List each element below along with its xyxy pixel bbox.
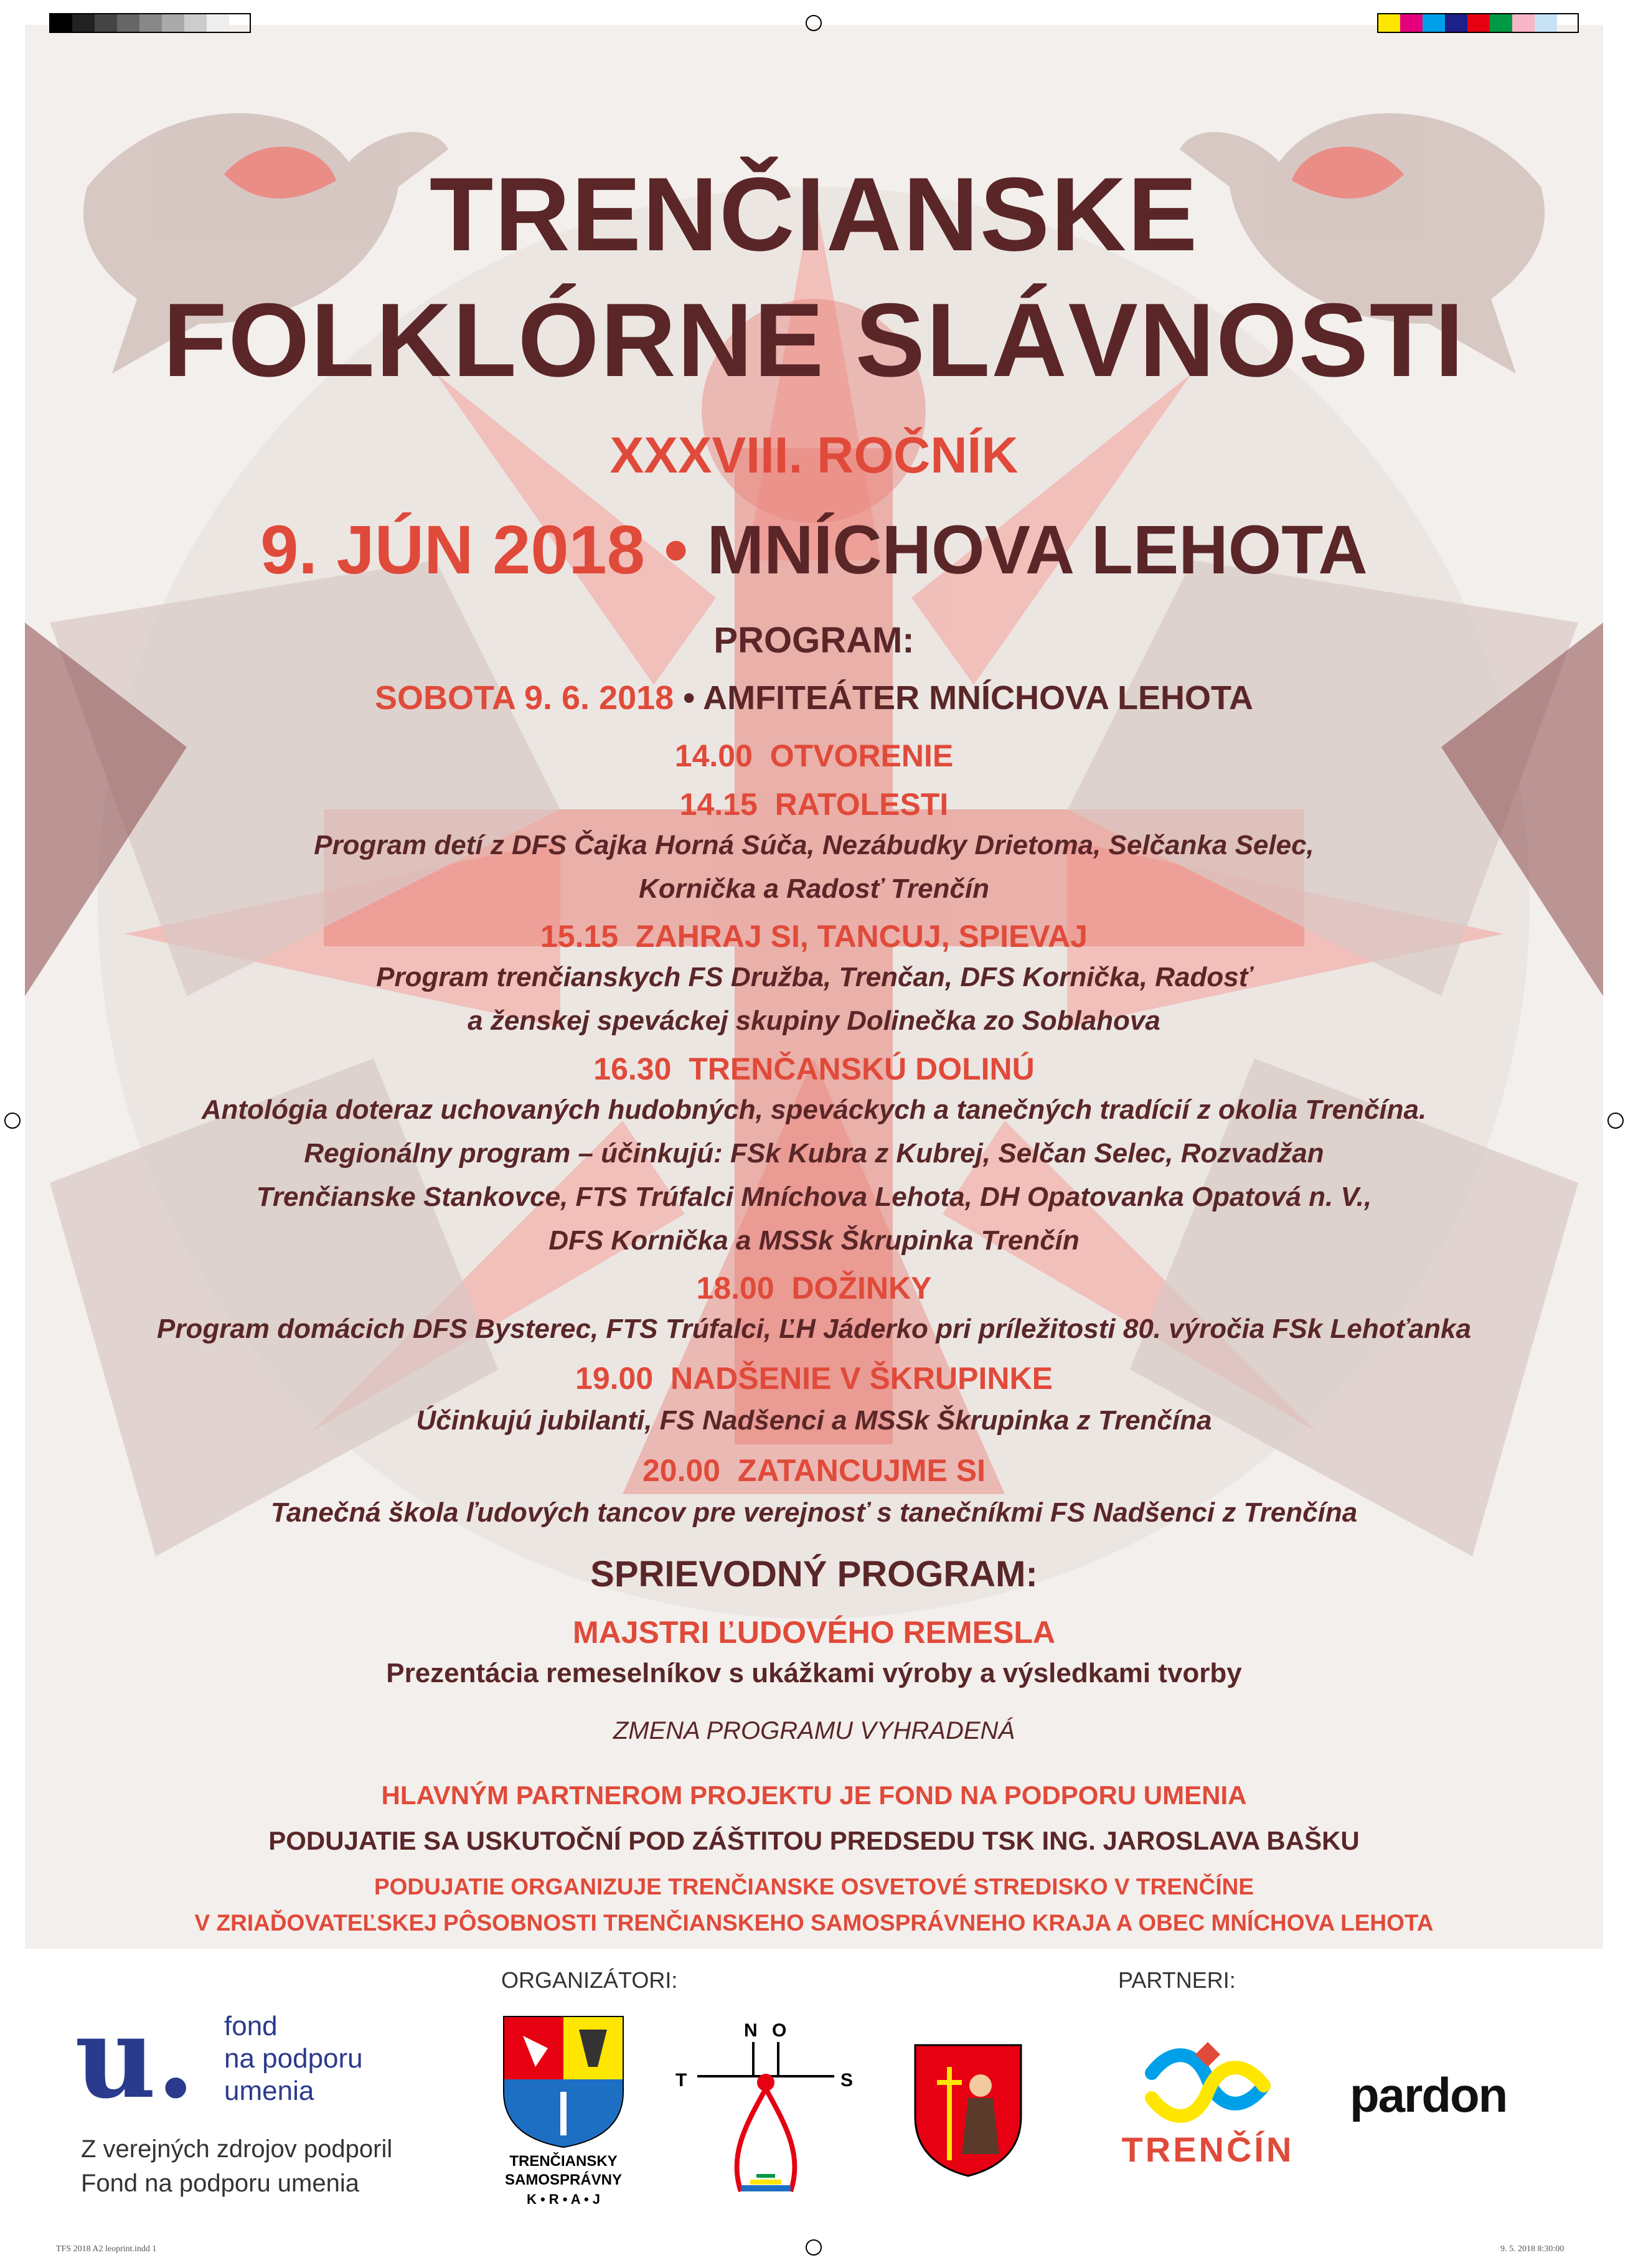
program-desc: Kornička a Radosť Trenčín — [638, 873, 990, 904]
program-item-0-heading — [0, 738, 1628, 774]
partners-label: PARTNERI: — [1118, 1967, 1236, 1993]
program-item-6-heading — [0, 1452, 1628, 1489]
festival-title-line1: TRENČIANSKE — [429, 156, 1199, 273]
tos-letter-s: S — [840, 2070, 854, 2091]
program-name: ZAHRAJ SI, TANCUJ, SPIEVAJ — [635, 919, 1088, 954]
fpu-logo — [75, 1992, 398, 2124]
fpu-line1: fond — [224, 2011, 278, 2041]
event-date: 9. JÚN 2018 — [260, 512, 645, 588]
program-desc: Regionálny program – účinkujú: FSk Kubra z Kubrej, Selčan Selec, Rozvadžan — [304, 1138, 1324, 1169]
tos-letter-n: N — [744, 2020, 758, 2041]
organizer-line-2: V ZRIAĎOVATEĽSKEJ PÔSOBNOSTI TRENČIANSKEHO SAMOSPRÁVNEHO KRAJA A OBEC MNÍCHOVA LEHOTA — [194, 1910, 1434, 1936]
program-day: SOBOTA 9. 6. 2018 — [374, 679, 674, 717]
slug-left: TFS 2018 A2 leoprint.indd 1 — [56, 2244, 157, 2254]
fpu-line3: umenia — [224, 2076, 314, 2106]
program-time: 16.30 — [593, 1052, 672, 1086]
tsk-logo — [498, 2011, 629, 2216]
fpu-line2: na podporu — [224, 2043, 363, 2074]
tos-letter-o: O — [772, 2020, 787, 2041]
program-time: 19.00 — [575, 1361, 654, 1396]
program-time: 18.00 — [696, 1271, 774, 1306]
program-desc: Program detí z DFS Čajka Horná Súča, Nezábudky Drietoma, Selčanka Selec, — [314, 830, 1314, 860]
side-program-heading: SPRIEVODNÝ PROGRAM: — [590, 1554, 1038, 1594]
program-change-notice: ZMENA PROGRAMU VYHRADENÁ — [613, 1717, 1015, 1744]
program-name: DOŽINKY — [791, 1271, 932, 1306]
program-item-3-heading — [0, 1051, 1628, 1087]
pardon-logo: pardon — [1350, 2068, 1507, 2122]
event-place: MNÍCHOVA LEHOTA — [707, 512, 1368, 588]
trencin-wordmark: TRENČÍN — [1121, 2130, 1294, 2169]
tos-letter-t: T — [675, 2070, 687, 2091]
program-time: 15.15 — [540, 919, 619, 954]
program-desc: a ženskej speváckej skupiny Dolinečka zo Soblahova — [468, 1005, 1160, 1036]
fpu-support-line1: Z verejných zdrojov podporil — [81, 2135, 393, 2163]
program-desc: Účinkujú jubilanti, FS Nadšenci a MSSk Škrupinka z Trenčína — [416, 1405, 1212, 1436]
organizers-label: ORGANIZÁTORI: — [501, 1967, 678, 1993]
date-place-line — [0, 511, 1628, 590]
side-program-name: MAJSTRI ĽUDOVÉHO REMESLA — [572, 1615, 1056, 1650]
program-heading: PROGRAM: — [713, 620, 915, 661]
program-name: RATOLESTI — [774, 787, 949, 822]
main-partner-line: HLAVNÝM PARTNEROM PROJEKTU JE FOND NA PODPORU UMENIA — [381, 1781, 1247, 1810]
program-time: 14.00 — [674, 738, 753, 773]
program-item-2-heading — [0, 918, 1628, 954]
program-desc: DFS Kornička a MSSk Škrupinka Trenčín — [548, 1225, 1080, 1256]
program-item-4-heading — [0, 1270, 1628, 1306]
program-time: 20.00 — [642, 1453, 721, 1488]
tsk-coat-of-arms-icon — [498, 2011, 629, 2148]
slug-right: 9. 5. 2018 8:30:00 — [1500, 2244, 1564, 2254]
program-desc: Program trenčianskych FS Družba, Trenčan, DFS Kornička, Radosť — [376, 962, 1252, 992]
festival-title-line2: FOLKLÓRNE SLÁVNOSTI — [162, 281, 1466, 398]
program-desc: Trenčianske Stankovce, FTS Trúfalci Mníchova Lehota, DH Opatovanka Opatová n. V., — [256, 1182, 1372, 1212]
program-name: TRENČANSKÚ DOLINÚ — [689, 1052, 1035, 1086]
fpu-mark: u. — [75, 1992, 195, 2124]
side-program-desc: Prezentácia remeselníkov s ukážkami výroby a výsledkami tvorby — [386, 1658, 1242, 1688]
tsk-line2: SAMOSPRÁVNY — [504, 2172, 623, 2188]
mnichova-lehota-coat-of-arms-icon — [912, 2042, 1024, 2179]
tos-logo — [672, 2020, 859, 2198]
trencin-knot-icon — [1114, 2036, 1301, 2129]
program-name: OTVORENIE — [769, 738, 954, 773]
date-separator: • — [664, 512, 688, 588]
program-item-1-heading — [0, 786, 1628, 822]
program-name: NADŠENIE V ŠKRUPINKE — [670, 1361, 1053, 1396]
tsk-line1: TRENČIANSKY — [509, 2153, 618, 2170]
program-time: 14.15 — [679, 787, 758, 822]
program-desc: Program domácich DFS Bysterec, FTS Trúfalci, ĽH Jáderko pri príležitosti 80. výročia FSk Lehoťanka — [157, 1314, 1471, 1344]
trencin-logo — [1114, 2036, 1301, 2173]
organizer-line-1: PODUJATIE ORGANIZUJE TRENČIANSKE OSVETOVÉ STREDISKO V TRENČÍNE — [374, 1874, 1254, 1899]
program-item-5-heading — [0, 1360, 1628, 1396]
day-venue-line — [0, 679, 1628, 717]
program-desc: Antológia doteraz uchovaných hudobných, speváckych a tanečných tradícií z okolia Trenčína. — [201, 1094, 1427, 1125]
program-venue: AMFITEÁTER MNÍCHOVA LEHOTA — [703, 679, 1254, 717]
tsk-line3: K • R • A • J — [526, 2191, 601, 2207]
program-name: ZATANCUJME SI — [737, 1453, 986, 1488]
tos-emblem-icon — [672, 2030, 859, 2198]
edition-label: XXXVIII. ROČNÍK — [609, 427, 1019, 484]
fpu-support-line2: Fond na podporu umenia — [81, 2170, 359, 2197]
program-desc: Tanečná škola ľudových tancov pre verejnosť s tanečníkmi FS Nadšenci z Trenčína — [270, 1497, 1358, 1528]
day-separator: • — [683, 679, 695, 717]
patronage-line: PODUJATIE SA USKUTOČNÍ POD ZÁŠTITOU PREDSEDU TSK ING. JAROSLAVA BAŠKU — [268, 1826, 1360, 1855]
